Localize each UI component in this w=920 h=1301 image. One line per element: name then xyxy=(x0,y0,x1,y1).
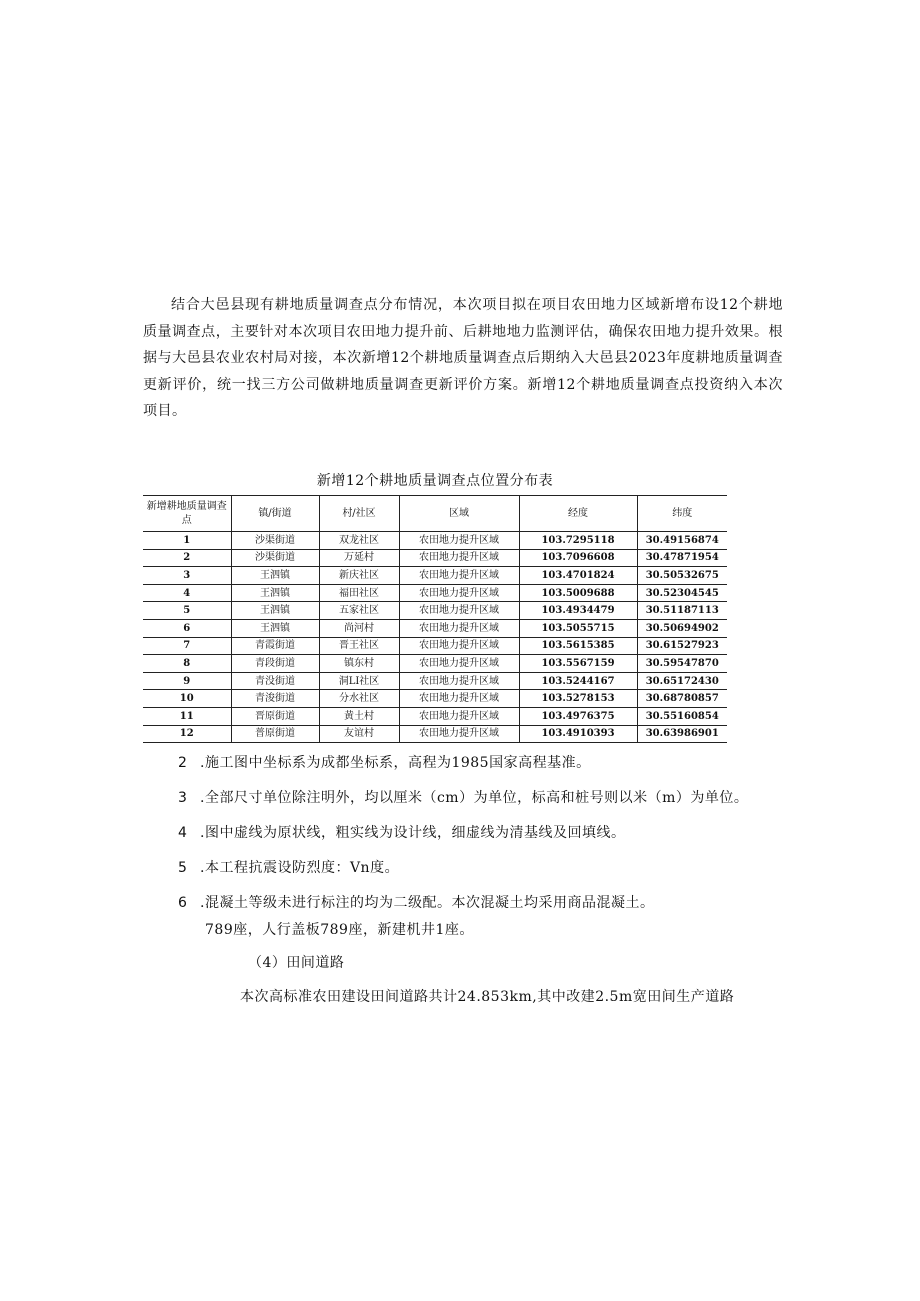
cell-town: 沙渠街道 xyxy=(231,549,319,567)
cell-longitude: 103.4976375 xyxy=(519,707,637,725)
header-area: 区域 xyxy=(399,496,519,532)
cell-area: 农田地力提升区域 xyxy=(399,655,519,673)
note-text: .施工图中坐标系为成都坐标系，高程为1985国家高程基准。 xyxy=(200,755,591,771)
cell-longitude: 103.7096608 xyxy=(519,549,637,567)
note-text: .图中虚线为原状线，粗实线为设计线，细虚线为清基线及回填线。 xyxy=(200,825,626,841)
cell-point-no: 8 xyxy=(143,655,231,673)
table-caption: 新增12个耕地质量调查点位置分布表 xyxy=(316,473,554,489)
table-row xyxy=(143,532,727,550)
cell-village: 双龙社区 xyxy=(319,532,399,550)
cell-latitude: 30.47871954 xyxy=(637,549,727,567)
facility-count-line: 789座，人行盖板789座，新建机井1座。 xyxy=(205,922,474,938)
cell-town: 王泗镇 xyxy=(231,567,319,585)
cell-town: 青没街道 xyxy=(231,672,319,690)
cell-town: 王泗镇 xyxy=(231,584,319,602)
cell-village: 黄土村 xyxy=(319,707,399,725)
header-longitude: 经度 xyxy=(519,496,637,532)
table-row xyxy=(143,672,727,690)
cell-longitude: 103.7295118 xyxy=(519,532,637,550)
cell-village: 万延村 xyxy=(319,549,399,567)
cell-latitude: 30.55160854 xyxy=(637,707,727,725)
cell-latitude: 30.63986901 xyxy=(637,725,727,743)
cell-latitude: 30.49156874 xyxy=(637,532,727,550)
cell-latitude: 30.59547870 xyxy=(637,655,727,673)
cell-latitude: 30.51187113 xyxy=(637,602,727,620)
cell-town: 普原街道 xyxy=(231,725,319,743)
cell-point-no: 11 xyxy=(143,707,231,725)
table-row xyxy=(143,584,727,602)
cell-point-no: 12 xyxy=(143,725,231,743)
table-row xyxy=(143,619,727,637)
note-text: .混凝土等级未进行标注的均为二级配。本次混凝土均采用商品混凝土。 xyxy=(200,895,655,911)
cell-point-no: 6 xyxy=(143,619,231,637)
header-point: 新增耕地质量调查点 xyxy=(143,496,231,532)
cell-village: 新庆社区 xyxy=(319,567,399,585)
cell-latitude: 30.68780857 xyxy=(637,690,727,708)
table-row xyxy=(143,602,727,620)
header-latitude: 纬度 xyxy=(637,496,727,532)
cell-area: 农田地力提升区域 xyxy=(399,567,519,585)
cell-longitude: 103.5567159 xyxy=(519,655,637,673)
header-village: 村/社区 xyxy=(319,496,399,532)
cell-area: 农田地力提升区域 xyxy=(399,725,519,743)
cell-longitude: 103.4910393 xyxy=(519,725,637,743)
table-row xyxy=(143,655,727,673)
cell-town: 沙渠街道 xyxy=(231,532,319,550)
cell-town: 晋原街道 xyxy=(231,707,319,725)
cell-area: 农田地力提升区域 xyxy=(399,619,519,637)
cell-point-no: 2 xyxy=(143,549,231,567)
cell-longitude: 103.5278153 xyxy=(519,690,637,708)
table-header-row xyxy=(143,496,727,532)
note-number: 5 xyxy=(178,860,188,876)
cell-point-no: 5 xyxy=(143,602,231,620)
note-number: 4 xyxy=(178,825,188,841)
cell-village: 镇东村 xyxy=(319,655,399,673)
cell-point-no: 7 xyxy=(143,637,231,655)
cell-latitude: 30.65172430 xyxy=(637,672,727,690)
note-number: 6 xyxy=(178,895,188,911)
note-text: .本工程抗震设防烈度：Vn度。 xyxy=(200,860,400,876)
table-row xyxy=(143,690,727,708)
table-row xyxy=(143,725,727,743)
cell-area: 农田地力提升区域 xyxy=(399,672,519,690)
cell-area: 农田地力提升区域 xyxy=(399,690,519,708)
table-row xyxy=(143,707,727,725)
cell-latitude: 30.61527923 xyxy=(637,637,727,655)
cell-latitude: 30.50694902 xyxy=(637,619,727,637)
note-2 xyxy=(178,752,591,772)
cell-area: 农田地力提升区域 xyxy=(399,584,519,602)
cell-village: 分水社区 xyxy=(319,690,399,708)
cell-longitude: 103.5244167 xyxy=(519,672,637,690)
cell-longitude: 103.5615385 xyxy=(519,637,637,655)
cell-area: 农田地力提升区域 xyxy=(399,602,519,620)
cell-area: 农田地力提升区域 xyxy=(399,707,519,725)
cell-point-no: 3 xyxy=(143,567,231,585)
cell-village: 友谊村 xyxy=(319,725,399,743)
cell-latitude: 30.52304545 xyxy=(637,584,727,602)
cell-longitude: 103.5055715 xyxy=(519,619,637,637)
cell-village: 晋王社区 xyxy=(319,637,399,655)
cell-longitude: 103.4934479 xyxy=(519,602,637,620)
cell-village: 福田社区 xyxy=(319,584,399,602)
section-title: （4）田间道路 xyxy=(248,955,345,971)
intro-paragraph xyxy=(143,292,783,425)
table-row xyxy=(143,567,727,585)
cell-town: 青霞街道 xyxy=(231,637,319,655)
note-number: 3 xyxy=(178,790,188,806)
note-4 xyxy=(178,822,625,842)
cell-longitude: 103.5009688 xyxy=(519,584,637,602)
cell-point-no: 4 xyxy=(143,584,231,602)
cell-town: 王泗镇 xyxy=(231,619,319,637)
table-row xyxy=(143,549,727,567)
cell-longitude: 103.4701824 xyxy=(519,567,637,585)
intro-text: 结合大邑县现有耕地质量调查点分布情况，本次项目拟在项目农田地力区域新增布设12个耕地质量调查点，主要针对本次项目农田地力提升前、后耕地地力监测评估，确保农田地力提升效果。根据与大邑县农业农村局对接，本次新增12个耕地质量调查点后期纳入大邑县2023年度耕地质量调查更新评价，统一找三方公司做耕地质量调查更新评价方案。新增12个耕地质量调查点投资纳入本次项目。 xyxy=(143,297,783,419)
cell-area: 农田地力提升区域 xyxy=(399,637,519,655)
table-row xyxy=(143,637,727,655)
note-text: .全部尺寸单位除注明外，均以厘米（cm）为单位，标高和桩号则以米（m）为单位。 xyxy=(200,790,749,806)
cell-area: 农田地力提升区域 xyxy=(399,549,519,567)
cell-village: 洞LI社区 xyxy=(319,672,399,690)
cell-town: 青段街道 xyxy=(231,655,319,673)
note-5 xyxy=(178,857,399,877)
cell-latitude: 30.50532675 xyxy=(637,567,727,585)
note-6 xyxy=(178,892,654,912)
cell-point-no: 9 xyxy=(143,672,231,690)
cell-village: 五家社区 xyxy=(319,602,399,620)
road-paragraph: 本次高标准农田建设田间道路共计24.853km,其中改建2.5m宽田间生产道路 xyxy=(240,989,735,1005)
cell-point-no: 1 xyxy=(143,532,231,550)
note-number: 2 xyxy=(178,755,188,771)
cell-village: 尚河村 xyxy=(319,619,399,637)
survey-points-table xyxy=(143,495,727,743)
cell-town: 青浚街道 xyxy=(231,690,319,708)
cell-town: 王泗镇 xyxy=(231,602,319,620)
cell-point-no: 10 xyxy=(143,690,231,708)
header-town: 镇/街道 xyxy=(231,496,319,532)
note-3 xyxy=(178,787,748,807)
cell-area: 农田地力提升区域 xyxy=(399,532,519,550)
